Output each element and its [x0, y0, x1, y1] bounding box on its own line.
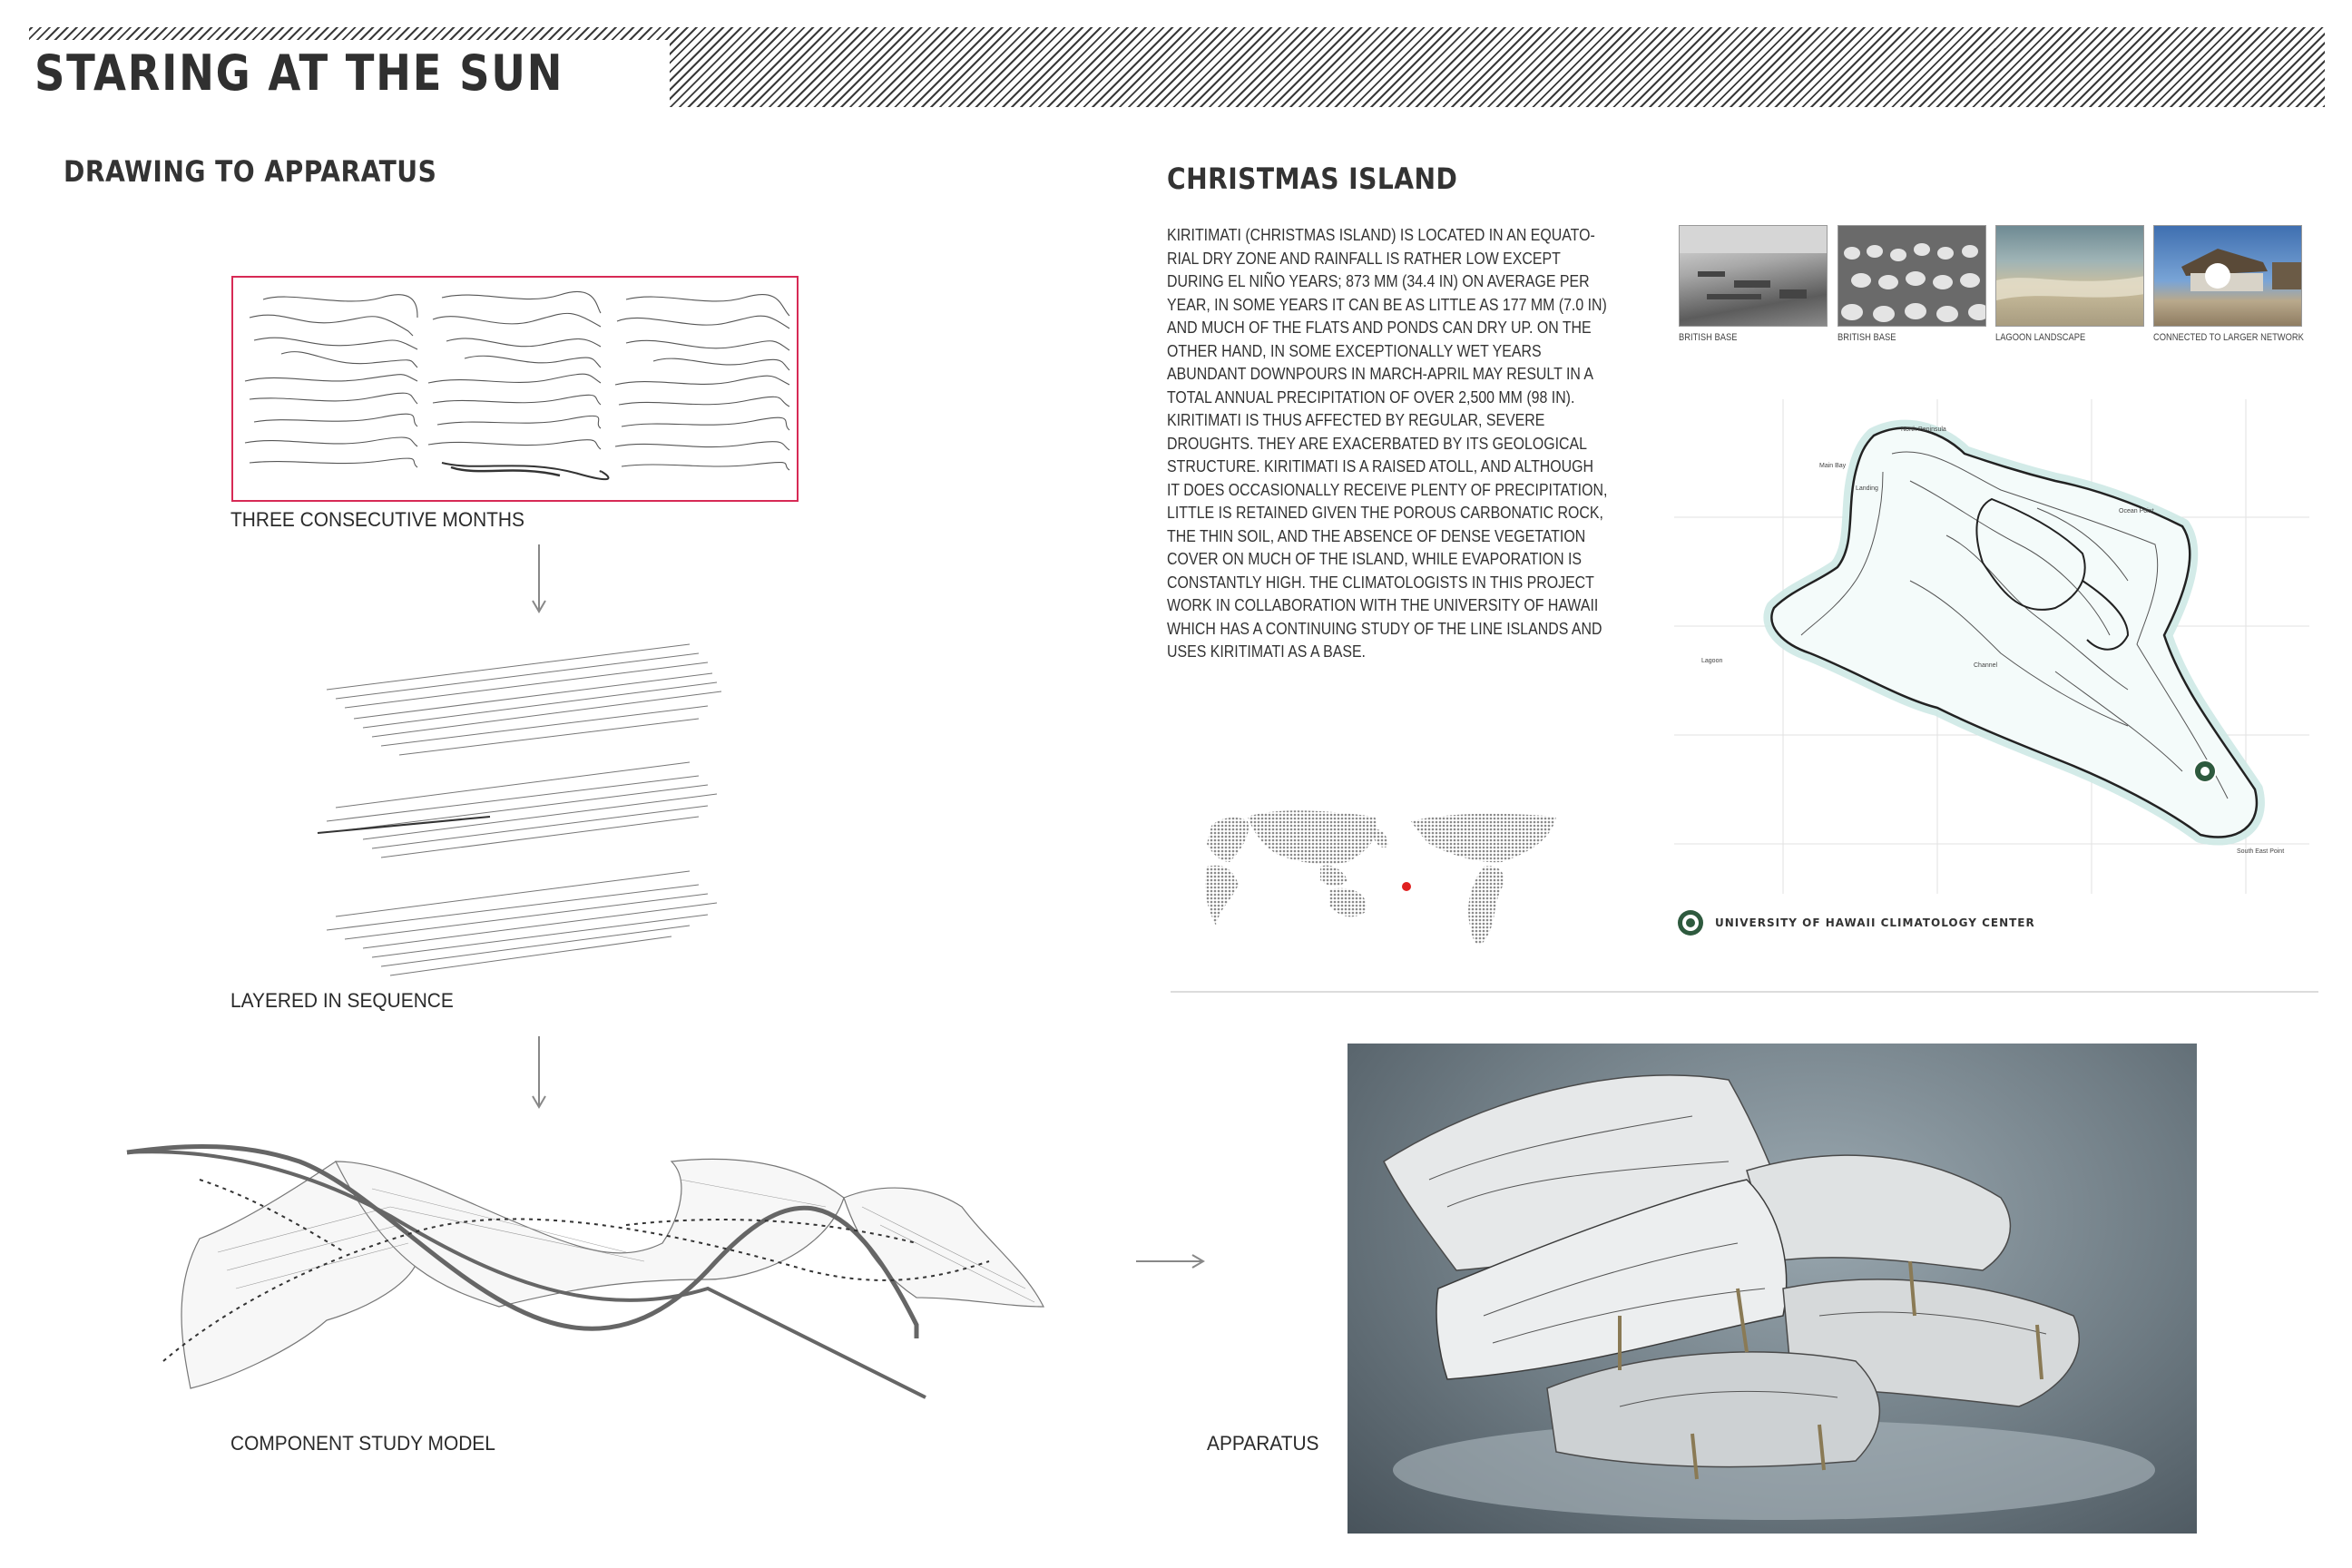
photo-caption-3: LAGOON LANDSCAPE: [1995, 332, 2086, 343]
caption-layered: LAYERED IN SEQUENCE: [230, 989, 454, 1012]
contour-month-1: [245, 295, 417, 467]
island-map: [1674, 399, 2309, 894]
christmas-island-body-text: KIRITIMATI (CHRISTMAS ISLAND) IS LOCATED IN AN EQUATO- RIAL DRY ZONE AND RAINFALL IS RATHER LOW EXCEPT DURING EL NIÑO YEARS; 873 MM (34.4 IN) ON AVERAGE PER YEAR, IN SOME YEARS IT CAN BE AS LITTLE AS 177 MM (7.0 IN) AND MUCH OF THE FLATS AND PONDS CAN DRY UP. ON THE OTHER HAND, IN SOME EXCEPTIONALLY WET YEARS ABUNDANT DOWNPOURS IN MARCH-APRIL MAY RESULT IN A TOTAL ANNUAL PRECIPITATION OF OVER 2,500 MM (98 IN). KIRITIMATI IS THUS AFFECTED BY REGULAR, SEVERE DROUGHTS. THEY ARE EXACERBATED BY ITS GEOLOGICAL STRUCTURE. KIRITIMATI IS A RAISED ATOLL, AND ALTHOUGH IT DOES OCCASIONALLY RECEIVE PLENTY OF PRECIPITATION, LITTLE IS RETAINED GIVEN THE POROUS CARBONATIC ROCK, THE THIN SOIL, AND THE ABSENCE OF DENSE VEGETATION COVER ON MUCH OF THE ISLAND, WHILE EVAPORATION IS CONSTANTLY HIGH. THE CLIMATOLOGISTS IN THIS PROJECT WORK IN COLLABORATION WITH THE UNIVERSITY OF HAWAII WHICH HAS A CONTINUING STUDY OF THE LINE ISLANDS AND USES KIRITIMATI AS A BASE.: [1167, 225, 1608, 661]
lagoon-photo-icon: [1996, 226, 2144, 327]
layer-top: [327, 644, 721, 755]
svg-text:Ocean Point: Ocean Point: [2119, 508, 2154, 514]
section-heading-christmas-island: CHRISTMAS ISLAND: [1167, 162, 1458, 196]
contour-month-3: [615, 295, 789, 470]
svg-text:Landing: Landing: [1856, 485, 1878, 492]
radar-dome-photo-icon: [2154, 226, 2302, 327]
down-arrow-icon: [528, 1034, 550, 1111]
component-study-model: [118, 1125, 1053, 1425]
photo-network: [2153, 225, 2302, 327]
page-title: STARING AT THE SUN: [34, 44, 564, 102]
photo-crowd: [1838, 225, 1986, 327]
layer-bottom: [327, 871, 717, 975]
university-seal-icon: [1677, 909, 1704, 936]
layered-sequence-drawing: [309, 635, 735, 980]
section-divider: [1171, 991, 2318, 993]
aerial-base-photo-icon: [1680, 226, 1828, 327]
svg-text:South East Point: South East Point: [2237, 848, 2285, 855]
photo-caption-4: CONNECTED TO LARGER NETWORK: [2153, 332, 2304, 343]
svg-text:Channel: Channel: [1974, 662, 1998, 669]
map-legend: [1677, 909, 2035, 936]
section-heading-drawing: DRAWING TO APPARATUS: [64, 154, 437, 189]
map-legend-label: UNIVERSITY OF HAWAII CLIMATOLOGY CENTER: [1715, 916, 2035, 929]
photo-caption-1: BRITISH BASE: [1679, 332, 1738, 343]
contour-month-2: [428, 291, 608, 479]
layer-middle: [318, 762, 717, 858]
caption-three-months: THREE CONSECUTIVE MONTHS: [230, 508, 524, 531]
caption-apparatus: APPARATUS: [1207, 1432, 1319, 1455]
svg-text:Main Bay: Main Bay: [1819, 463, 1847, 469]
crowd-photo-icon: [1838, 226, 1986, 327]
svg-text:Lagoon: Lagoon: [1701, 658, 1723, 664]
kiritimati-location-dot: [1402, 882, 1411, 891]
apparatus-sculpture-image: [1348, 1044, 2197, 1534]
caption-component-study: COMPONENT STUDY MODEL: [230, 1432, 495, 1455]
title-box: [29, 40, 670, 107]
contour-drawings: [236, 281, 794, 497]
photo-lagoon: [1995, 225, 2144, 327]
university-seal-marker: [2194, 760, 2216, 782]
down-arrow-icon: [528, 543, 550, 615]
photo-aerial-base: [1679, 225, 1828, 327]
world-map: [1184, 799, 1556, 953]
right-arrow-icon: [1134, 1250, 1207, 1272]
apparatus-photo: [1348, 1044, 2197, 1534]
svg-text:North Peninsula: North Peninsula: [1901, 426, 1946, 433]
photo-caption-2: BRITISH BASE: [1838, 332, 1896, 343]
